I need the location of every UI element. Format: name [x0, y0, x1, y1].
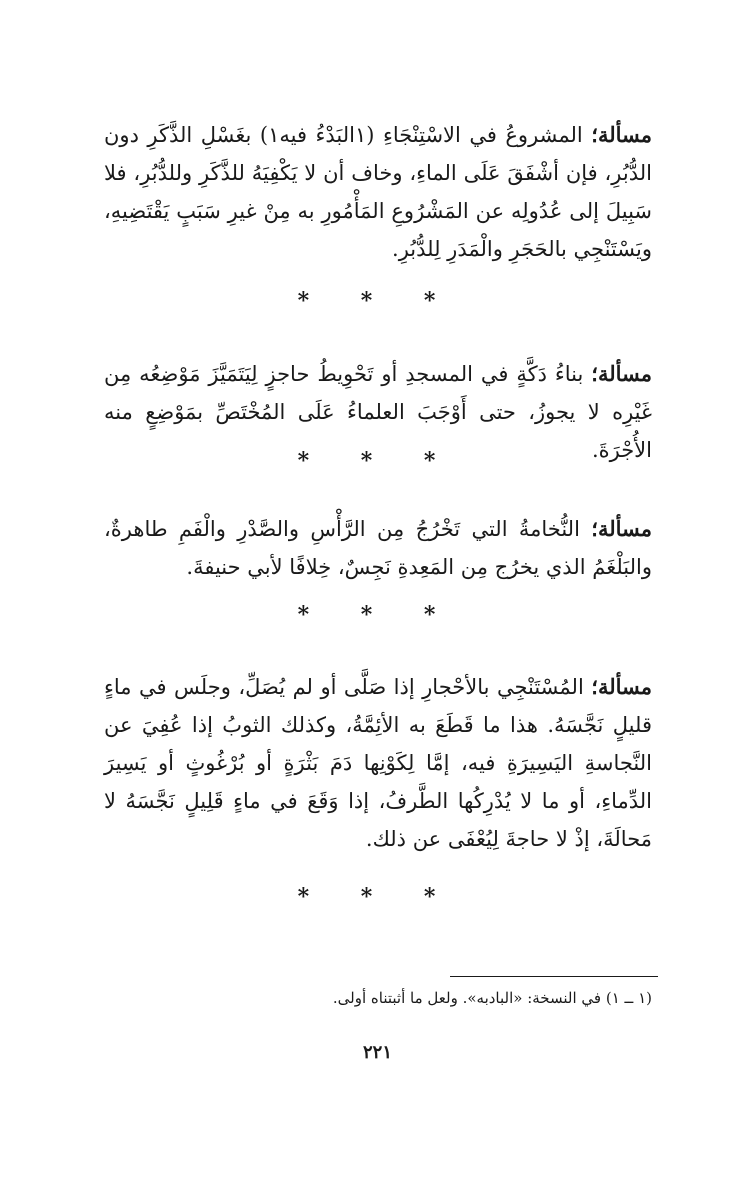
masala-text: بناءُ دَكَّةٍ في المسجدِ أو تَحْوِيطُ حاجزٍ لِيَتَمَيَّزَ مَوْضِعُه مِن غَيْرِه لا يجوزُ، حتى أَوْجَبَ العلماءُ عَلَى المُخْتَصِّ بمَوْضِعٍ منه الأُجْرَةَ. [104, 362, 652, 462]
masala-text: المُسْتَنْجِي بالأحْجارِ إذا صَلَّى أو لم يُصَلِّ، وجلَس في ماءٍ قليلٍ نَجَّسَهُ. هذا ما قَطَعَ به الأئِمَّةُ، وكذلك الثوبُ إذا عُفِيَ عن النَّجاسةِ اليَسِيرَةِ فيه، إمَّا لِكَوْنِها دَمَ بَثْرَةٍ أو بُرْغُوثٍ أو يَسِيرَ الدِّماءِ، أو ما لا يُدْرِكُها الطَّرفُ، إذا وَقَعَ في ماءٍ قَلِيلٍ نَجَّسَهُ لا مَحالَةَ، إذْ لا حاجةَ لِيُعْفَى عن ذلك. [104, 675, 652, 851]
masala-3 [104, 510, 652, 586]
masala-heading: مسألة؛ [591, 122, 652, 147]
footnote-rule [450, 976, 658, 977]
masala-1 [104, 116, 652, 268]
masala-text: النُّخامةُ التي تَخْرُجُ مِن الرَّأْسِ والصَّدْرِ والْفَمِ طاهرةٌ، والبَلْغَمُ الذي يخرُج مِن المَعِدةِ نَجِسٌ، خِلافًا لأبي حنيفةَ. [104, 517, 652, 579]
footnote: (١ ــ ١) في النسخة: «البادبه». ولعل ما أثبتناه أولى. [332, 989, 652, 1007]
page-number: ٢٢١ [362, 1042, 392, 1063]
masala-heading: مسألة؛ [591, 361, 652, 386]
section-separator: * * * [297, 602, 458, 628]
masala-heading: مسألة؛ [591, 674, 652, 699]
masala-heading: مسألة؛ [591, 516, 652, 541]
section-separator: * * * [297, 448, 458, 474]
masala-text: المشروعُ في الاسْتِنْجَاءِ (١البَدْءُ فيه١) بغَسْلِ الذَّكَرِ دون الدُّبُرِ، فإن أشْفَقَ عَلَى الماءِ، وخاف أن لا يَكْفِيَهُ للذَّكَرِ وللدُّبُرِ، فلا سَبِيلَ إلى عُدُولِه عن المَشْرُوعِ المَأْمُورِ به مِنْ غيرِ سَبَبٍ يَقْتَضِيهِ، ويَسْتَنْجِي بالحَجَرِ والْمَدَرِ لِلدُّبُرِ. [104, 123, 652, 261]
masala-4 [104, 668, 652, 858]
section-separator: * * * [297, 288, 458, 314]
section-separator: * * * [297, 884, 458, 910]
